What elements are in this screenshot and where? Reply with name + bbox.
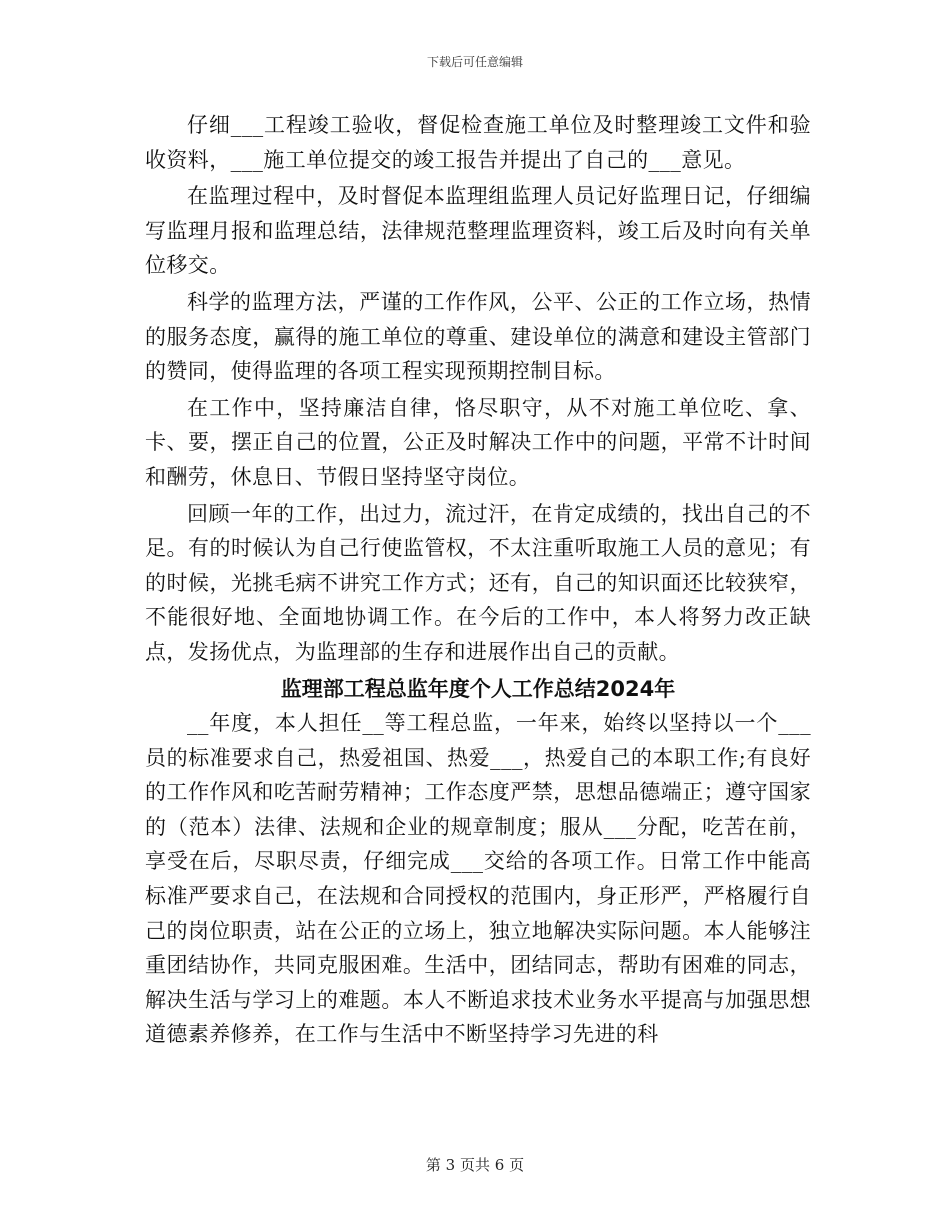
paragraph: 仔细___工程竣工验收，督促检查施工单位及时整理竣工文件和验收资料，___施工单位提交的竣工报告并提出了自己的___意见。 bbox=[145, 113, 811, 172]
page-header: 下载后可任意编辑 bbox=[426, 55, 523, 69]
paragraph: 在监理过程中，及时督促本监理组监理人员记好监理日记，仔细编写监理月报和监理总结，法律规范整理监理资料，竣工后及时向有关单位移交。 bbox=[145, 184, 811, 278]
page-footer: 第 3 页共 6 页 bbox=[425, 1156, 525, 1174]
document-body bbox=[145, 108, 811, 1052]
paragraph: 在工作中，坚持廉洁自律，恪尽职守，从不对施工单位吃、拿、卡、要，摆正自己的位置，公正及时解决工作中的问题，平常不计时间和酬劳，休息日、节假日坚持坚守岗位。 bbox=[145, 395, 811, 489]
section-title: 监理部工程总监年度个人工作总结2024年 bbox=[280, 676, 676, 701]
paragraph: 回顾一年的工作，出过力，流过汗，在肯定成绩的，找出自己的不足。有的时候认为自己行使监管权，不太注重听取施工人员的意见；有的时候，光挑毛病不讲究工作方式；还有，自己的知识面还比较狭窄，不能很好地、全面地协调工作。在今后的工作中，本人将努力改正缺点，发扬优点，为监理部的生存和进展作出自己的贡献。 bbox=[145, 501, 811, 664]
paragraph: __年度，本人担任__等工程总监，一年来，始终以坚持以一个___员的标准要求自己，热爱祖国、热爱___，热爱自己的本职工作;有良好的工作作风和吃苦耐劳精神；工作态度严禁，思想品德端正；遵守国家的（范本）法律、法规和企业的规章制度；服从___分配，吃苦在前，享受在后，尽职尽责，仔细完成___交给的各项工作。日常工作中能高标准严要求自己，在法规和合同授权的范围内，身正形严，严格履行自己的岗位职责，站在公正的立场上，独立地解决实际问题。本人能够注重团结协作，共同克服困难。生活中，团结同志，帮助有困难的同志，解决生活与学习上的难题。本人不断追求技术业务水平提高与加强思想道德素养修养，在工作与生活中不断坚持学习先进的科 bbox=[145, 711, 811, 1047]
paragraph: 科学的监理方法，严谨的工作作风，公平、公正的工作立场，热情的服务态度，赢得的施工单位的尊重、建设单位的满意和建设主管部门的赞同，使得监理的各项工程实现预期控制目标。 bbox=[145, 289, 811, 384]
